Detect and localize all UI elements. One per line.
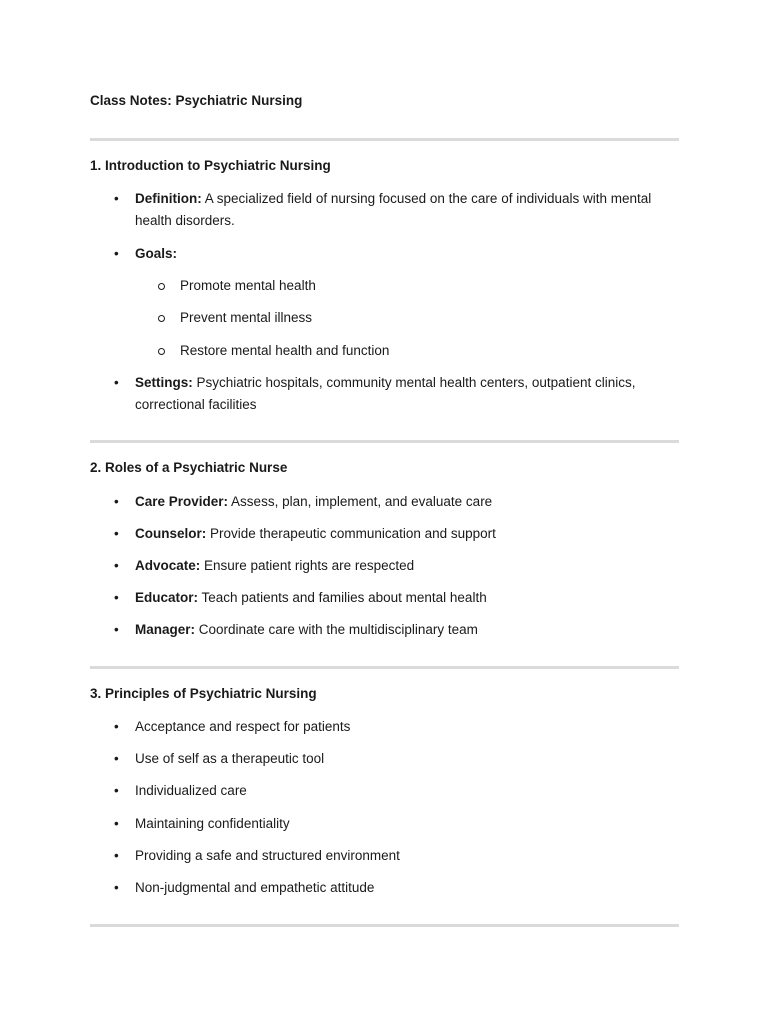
item-text: Psychiatric hospitals, community mental health centers, outpatient clinics, correctional facilities xyxy=(135,375,636,412)
list-item-educator xyxy=(114,587,654,609)
item-text: Provide therapeutic communication and support xyxy=(206,526,496,541)
bullet-icon: • xyxy=(114,246,119,261)
bullet-icon: • xyxy=(114,191,119,206)
item-text: Teach patients and families about mental health xyxy=(198,590,487,605)
bullet-icon: • xyxy=(114,558,119,573)
item-text: Ensure patient rights are respected xyxy=(200,558,415,573)
bullet-icon: • xyxy=(114,375,119,390)
item-term: Manager: xyxy=(135,622,196,637)
list-item-counselor xyxy=(114,523,654,545)
bullet-icon: • xyxy=(114,783,119,798)
list-item: • Individualized care xyxy=(114,780,654,802)
bullet-icon: • xyxy=(114,526,119,541)
list-item: • Maintaining confidentiality xyxy=(114,813,654,835)
section-heading-principles: 3. Principles of Psychiatric Nursing xyxy=(90,686,317,701)
item-text: Coordinate care with the multidisciplinary team xyxy=(195,622,478,637)
item-term: Definition: xyxy=(135,191,202,206)
horizontal-rule xyxy=(90,924,679,927)
bullet-icon: • xyxy=(114,494,119,509)
bullet-icon: • xyxy=(114,590,119,605)
item-term: Educator: xyxy=(135,590,199,605)
section-heading-roles: 2. Roles of a Psychiatric Nurse xyxy=(90,460,288,475)
list-item: • Use of self as a therapeutic tool xyxy=(114,748,654,770)
horizontal-rule xyxy=(90,138,679,141)
bullet-icon: • xyxy=(114,719,119,734)
bullet-icon: • xyxy=(114,816,119,831)
item-text: Assess, plan, implement, and evaluate care xyxy=(228,494,493,509)
list-item-care-provider xyxy=(114,491,654,513)
hollow-circle-bullet-icon xyxy=(158,348,165,355)
item-term: Care Provider: xyxy=(135,494,229,509)
list-item-manager xyxy=(114,619,654,641)
list-item-advocate xyxy=(114,555,654,577)
item-text: A specialized field of nursing focused on the care of individuals with mental health disorders. xyxy=(135,191,652,228)
list-item: • Acceptance and respect for patients xyxy=(114,716,654,738)
item-term: Advocate: xyxy=(135,558,201,573)
list-item: • Non-judgmental and empathetic attitude xyxy=(114,877,654,899)
horizontal-rule xyxy=(90,440,679,443)
bullet-icon: • xyxy=(114,848,119,863)
hollow-circle-bullet-icon xyxy=(158,283,165,290)
sub-list-item: Promote mental health xyxy=(158,275,638,297)
item-term: Settings: xyxy=(135,375,193,390)
list-item-definition xyxy=(114,188,654,232)
sub-list-item: Prevent mental illness xyxy=(158,307,638,329)
item-term: Goals: xyxy=(135,246,178,261)
document-title: Class Notes: Psychiatric Nursing xyxy=(90,93,303,108)
list-item-goals xyxy=(114,243,654,265)
horizontal-rule xyxy=(90,666,679,669)
bullet-icon: • xyxy=(114,622,119,637)
bullet-icon: • xyxy=(114,751,119,766)
hollow-circle-bullet-icon xyxy=(158,315,165,322)
section-heading-introduction: 1. Introduction to Psychiatric Nursing xyxy=(90,158,331,173)
list-item: • Providing a safe and structured environment xyxy=(114,845,654,867)
item-term: Counselor: xyxy=(135,526,207,541)
list-item-settings xyxy=(114,372,654,416)
sub-list-item: Restore mental health and function xyxy=(158,340,638,362)
bullet-icon: • xyxy=(114,880,119,895)
